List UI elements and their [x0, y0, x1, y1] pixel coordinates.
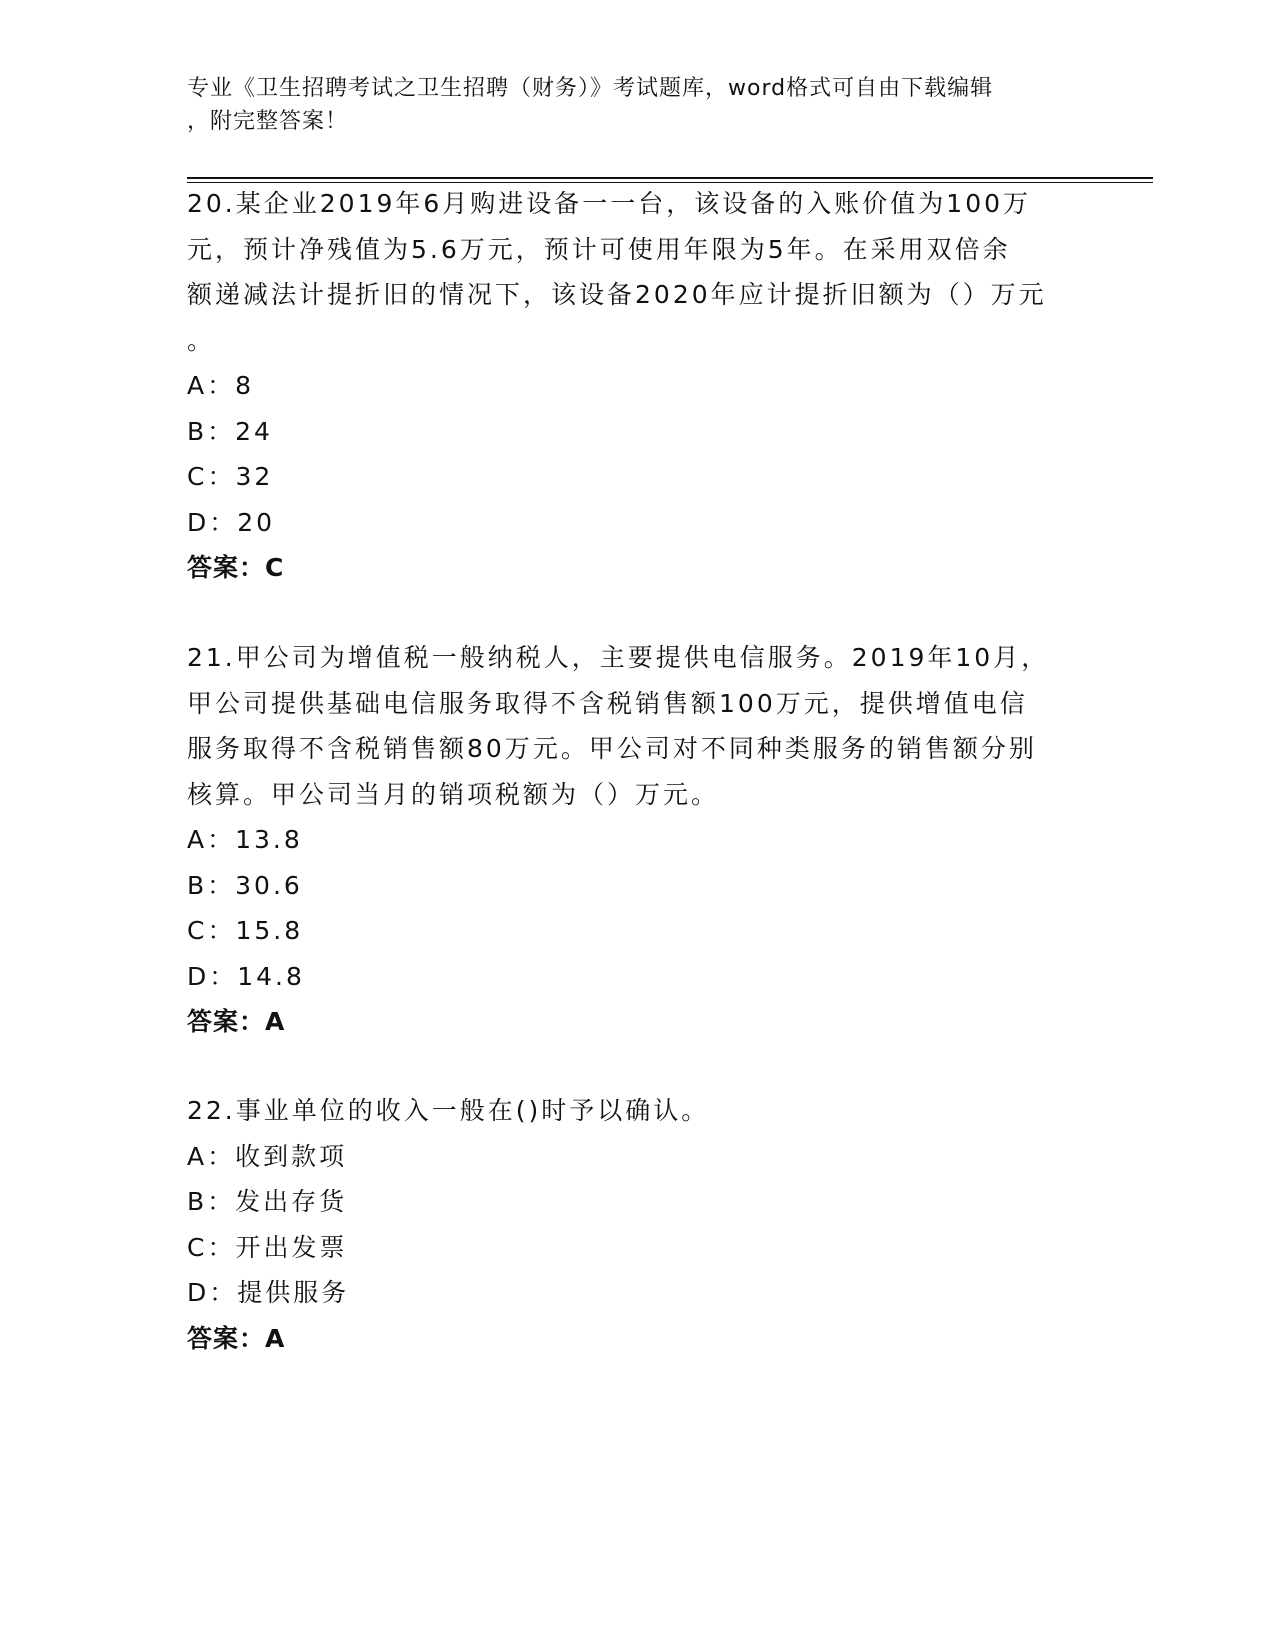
answer-label: 答案：: [187, 1007, 266, 1036]
question-text-line: 额递减法计提折旧的情况下，该设备2020年应计提折旧额为（）万元: [187, 280, 1047, 309]
option-d: D：20: [187, 507, 276, 537]
question-text-line: 核算。甲公司当月的销项税额为（）万元。: [187, 779, 720, 809]
option-a: A：13.8: [187, 825, 303, 854]
document-header: [187, 72, 1087, 138]
question-text-line: 21.甲公司为增值税一般纳税人，主要提供电信服务。2019年10月，: [187, 643, 1050, 672]
option-b: B：30.6: [187, 870, 303, 900]
question-22: [187, 1088, 1087, 1361]
option-c: C：32: [187, 462, 274, 491]
question-text-line: 22.事业单位的收入一般在()时予以确认。: [187, 1096, 710, 1125]
answer-label: 答案：: [187, 553, 266, 582]
question-text-line: 甲公司提供基础电信服务取得不含税销售额100万元，提供增值电信: [187, 688, 1028, 718]
answer: [187, 999, 1087, 1045]
answer-value: C: [265, 553, 285, 582]
question-20: [187, 181, 1087, 591]
question-text-line: 20.某企业2019年6月购进设备一一台，该设备的入账价值为100万: [187, 189, 1032, 218]
header-divider-thick: [187, 177, 1153, 179]
answer: [187, 545, 1087, 591]
header-line-1: 专业《卫生招聘考试之卫生招聘（财务）》考试题库，word格式可自由下载编辑: [187, 76, 994, 101]
question-text-line: 元，预计净残值为5.6万元，预计可使用年限为5年。在采用双倍余: [187, 234, 1011, 264]
question-21: [187, 635, 1087, 1045]
header-line-2: ，附完整答案！: [187, 109, 349, 134]
option-b: B：发出存货: [187, 1187, 348, 1216]
answer-label: 答案：: [187, 1323, 266, 1353]
question-text-line: 。: [187, 325, 216, 355]
option-a: A：收到款项: [187, 1141, 348, 1171]
option-a: A：8: [187, 371, 255, 400]
answer-value: A: [265, 1323, 286, 1353]
answer: [187, 1316, 1087, 1362]
option-d: D：14.8: [187, 961, 305, 991]
question-text-line: 服务取得不含税销售额80万元。甲公司对不同种类服务的销售额分别: [187, 734, 1037, 763]
option-b: B：24: [187, 416, 273, 446]
answer-value: A: [265, 1007, 286, 1036]
option-c: C：开出发票: [187, 1232, 348, 1262]
option-c: C：15.8: [187, 916, 304, 945]
option-d: D：提供服务: [187, 1278, 350, 1307]
